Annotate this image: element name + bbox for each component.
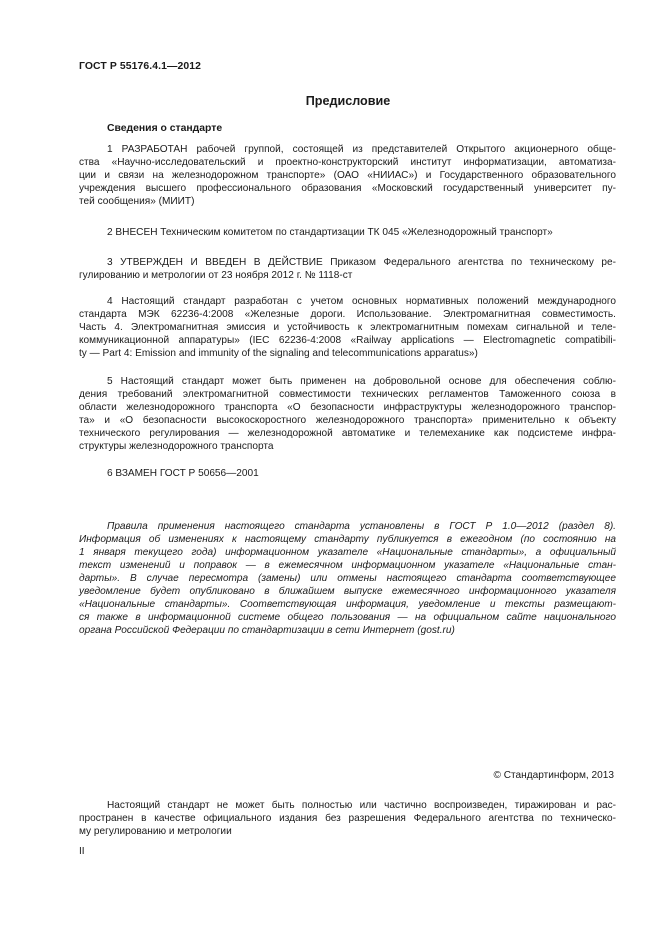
text-line: 2 ВНЕСЕН Техническим комитетом по стандартизации ТК 045 «Железнодорожный транспорт» <box>107 227 553 238</box>
text-line: ции и связи на железнодорожном транспорте» (ОАО «НИИАС») и Государственного образовательного <box>79 170 616 181</box>
text-line: учреждения высшего профессионального образования «Московский государственный университет пу- <box>79 183 616 194</box>
text-line: 1 РАЗРАБОТАН рабочей группой, состоящей из представителей Открытого акционерного обще- <box>107 144 616 155</box>
text-line: дарты». В случае пересмотра (замены) или отмены настоящего стандарта соответствующее <box>79 573 616 584</box>
text-line: «Национальные стандарты». Соответствующая информация, уведомление и тексты размещают- <box>79 599 616 610</box>
text-line: технического регулирования — железнодорожной автоматике и телемеханике как подсистеме инфра- <box>79 428 616 439</box>
text-line: гулированию и метрологии от 23 ноября 2012 г. № 1118-ст <box>79 270 353 281</box>
section-1-paragraph <box>79 143 616 208</box>
text-line: ства «Научно-исследовательский и проектно-конструкторский институт информатизации, автоматиза- <box>79 157 616 168</box>
text-line: Часть 4. Электромагнитная эмиссия и устойчивость к электромагнитным помехам сигнальной и теле- <box>79 322 616 333</box>
section-2-paragraph <box>79 226 616 239</box>
document-code: ГОСТ Р 55176.4.1—2012 <box>79 61 201 72</box>
copyright-notice: © Стандартинформ, 2013 <box>493 770 614 781</box>
text-line: та» и «О безопасности высокоскоростного железнодорожного транспорта» применительно к объекту <box>79 415 616 426</box>
page-number: II <box>79 846 85 857</box>
text-line: Правила применения настоящего стандарта установлены в ГОСТ Р 1.0—2012 (раздел 8). <box>107 521 616 532</box>
page-title: Предисловие <box>305 94 391 108</box>
section-5-paragraph <box>79 375 616 453</box>
text-line: Настоящий стандарт не может быть полностью или частично воспроизведен, тиражирован и рас- <box>107 800 616 811</box>
text-line: области железнодорожного транспорта «О безопасности инфраструктуры железнодорожного транспор- <box>79 402 616 413</box>
text-line: уведомление будет опубликовано в ближайшем выпуске ежемесячного информационного указателя <box>79 586 616 597</box>
text-line: органа Российской Федерации по стандартизации в сети Интернет (gost.ru) <box>79 625 455 636</box>
text-line: 1 января текущего года) информационном указателе «Национальные стандарты», а официальный <box>79 547 616 558</box>
section-subtitle: Сведения о стандарте <box>107 123 223 134</box>
text-line: дения требований электромагнитной совместимости технических регламентов Таможенного союза в <box>79 389 616 400</box>
text-line: тей сообщения» (МИИТ) <box>79 196 195 207</box>
section-3-paragraph <box>79 256 616 282</box>
usage-notice <box>79 520 616 637</box>
text-line: коммуникационной аппаратуры» (IEC 62236-4:2008 «Railway applications — Electromagnetic compatibili- <box>79 335 616 346</box>
text-line: 3 УТВЕРЖДЕН И ВВЕДЕН В ДЕЙСТВИЕ Приказом Федерального агентства по техническому ре- <box>107 257 616 268</box>
text-line: Информация об изменениях к настоящему стандарту публикуется в ежегодном (по состоянию на <box>79 534 616 545</box>
section-6-paragraph <box>79 467 616 480</box>
text-line: 5 Настоящий стандарт может быть применен на добровольной основе для обеспечения соблю- <box>107 376 616 387</box>
section-4-paragraph <box>79 295 616 360</box>
text-line: структуры железнодорожного транспорта <box>79 441 274 452</box>
text-line: му регулированию и метрологии <box>79 826 232 837</box>
text-line: ся также в информационной системе общего пользования — на официальном сайте национального <box>79 612 616 623</box>
text-line: пространен в качестве официального издания без разрешения Федерального агентства по техническо- <box>79 813 616 824</box>
reproduction-notice <box>79 799 616 838</box>
text-line: 4 Настоящий стандарт разработан с учетом основных нормативных положений международного <box>107 296 616 307</box>
text-line: 6 ВЗАМЕН ГОСТ Р 50656—2001 <box>107 468 259 479</box>
text-line: стандарта МЭК 62236-4:2008 «Железные дороги. Использование. Электромагнитная совместимость. <box>79 309 616 320</box>
text-line: текст изменений и поправок — в ежемесячном информационном указателе «Национальные стан- <box>79 560 616 571</box>
text-line: ty — Part 4: Emission and immunity of the signaling and telecommunications apparatus») <box>79 348 478 359</box>
